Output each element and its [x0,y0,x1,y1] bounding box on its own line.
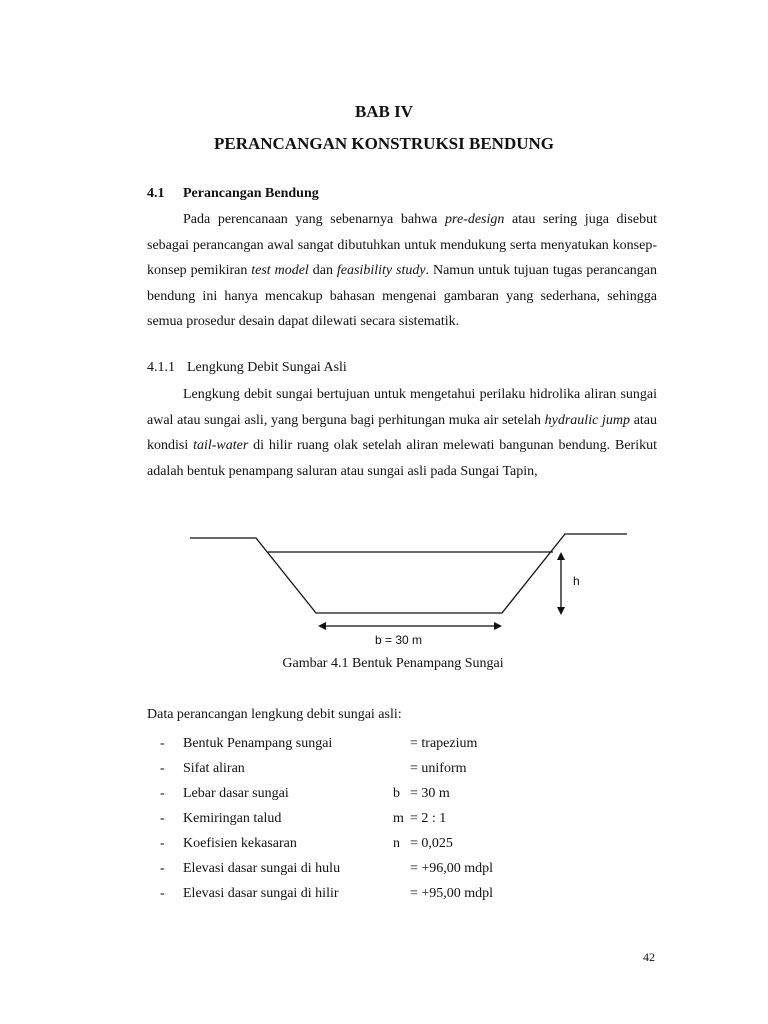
river-cross-section-figure [180,528,640,653]
item-label: Sifat aliran [183,761,245,776]
list-item [160,806,493,831]
item-value: = +95,00 mdpl [410,886,494,901]
arrow-head [494,622,502,630]
italic-term: feasibility study [336,263,426,278]
italic-term: tail-water [193,438,249,453]
item-label: Kemiringan talud [183,811,282,826]
text-run: dan [308,263,337,278]
bullet-dash: - [160,886,165,901]
chapter-title: PERANCANGAN KONSTRUKSI BENDUNG [213,134,555,153]
section-title: Lengkung Debit Sungai Asli [187,360,347,375]
list-item [160,831,493,856]
chapter-heading: BAB IV [354,102,414,121]
item-label: Elevasi dasar sungai di hilir [183,886,339,901]
item-label: Bentuk Penampang sungai [183,736,333,751]
text-run: Lengkung debit sungai bertujuan untuk mengetahui perilaku hidrolika aliran sungai awal atau sungai asli, yang berguna bagi perhitungan muka air setelah [147,387,657,428]
section-heading-4-1-1 [147,360,347,376]
height-label: h [573,574,580,588]
item-label: Koefisien kekasaran [183,836,297,851]
item-symbol: m [393,811,404,826]
item-value: = uniform [410,761,467,776]
paragraph-lengkung-debit [147,382,657,484]
section-heading-4-1 [147,186,319,202]
list-item [160,856,493,881]
bullet-dash: - [160,836,165,851]
list-item [160,731,493,756]
text-run: atau sering juga disebut sebagai perancangan awal sangat dibutuhkan untuk mendukung serta menyatukan konsep-konsep pemikiran [147,212,657,278]
section-title: Perancangan Bendung [183,186,319,201]
item-value: = 2 : 1 [410,811,447,826]
section-number: 4.1 [147,186,165,201]
item-symbol: b [393,786,400,801]
item-value: = 30 m [410,786,450,801]
page-number: 42 [643,950,655,964]
bullet-dash: - [160,786,165,801]
item-value: = trapezium [410,736,478,751]
text-run: . Namun untuk tujuan tugas perancangan bendung ini hanya mencakup bahasan mengenai gambaran yang sederhana, sehingga semua prosedur desain dapat dilewati secara sistematik. [147,263,658,329]
bullet-dash: - [160,811,165,826]
figure-caption: Gambar 4.1 Bentuk Penampang Sungai [282,656,504,671]
text-run: di hilir ruang olak setelah aliran melewati bangunan bendung. Berikut adalah bentuk penampang saluran atau sungai asli pada Sungai Tapin, [147,438,657,479]
list-item [160,781,493,806]
arrow-head [557,607,565,615]
text-run: atau kondisi [147,412,658,453]
width-label: b = 30 m [375,633,423,647]
bullet-dash: - [160,861,165,876]
arrow-head [318,622,326,630]
paragraph-perancangan [147,207,657,335]
arrow-head [557,552,565,560]
item-label: Elevasi dasar sungai di hulu [183,861,341,876]
list-item [160,881,493,906]
data-intro: Data perancangan lengkung debit sungai asli: [147,707,402,722]
list-item [160,756,493,781]
italic-term: test model [251,263,309,278]
italic-term: pre-design [445,212,505,227]
text-run: Pada perencanaan yang sebenarnya bahwa [183,212,446,227]
italic-term: hydraulic jump [544,412,630,428]
item-value: = +96,00 mdpl [410,861,494,876]
section-number: 4.1.1 [147,360,175,375]
item-symbol: n [393,836,400,851]
item-label: Lebar dasar sungai [183,786,289,801]
bullet-dash: - [160,761,165,776]
design-data-list [160,731,493,906]
item-value: = 0,025 [410,836,453,851]
bullet-dash: - [160,736,165,751]
